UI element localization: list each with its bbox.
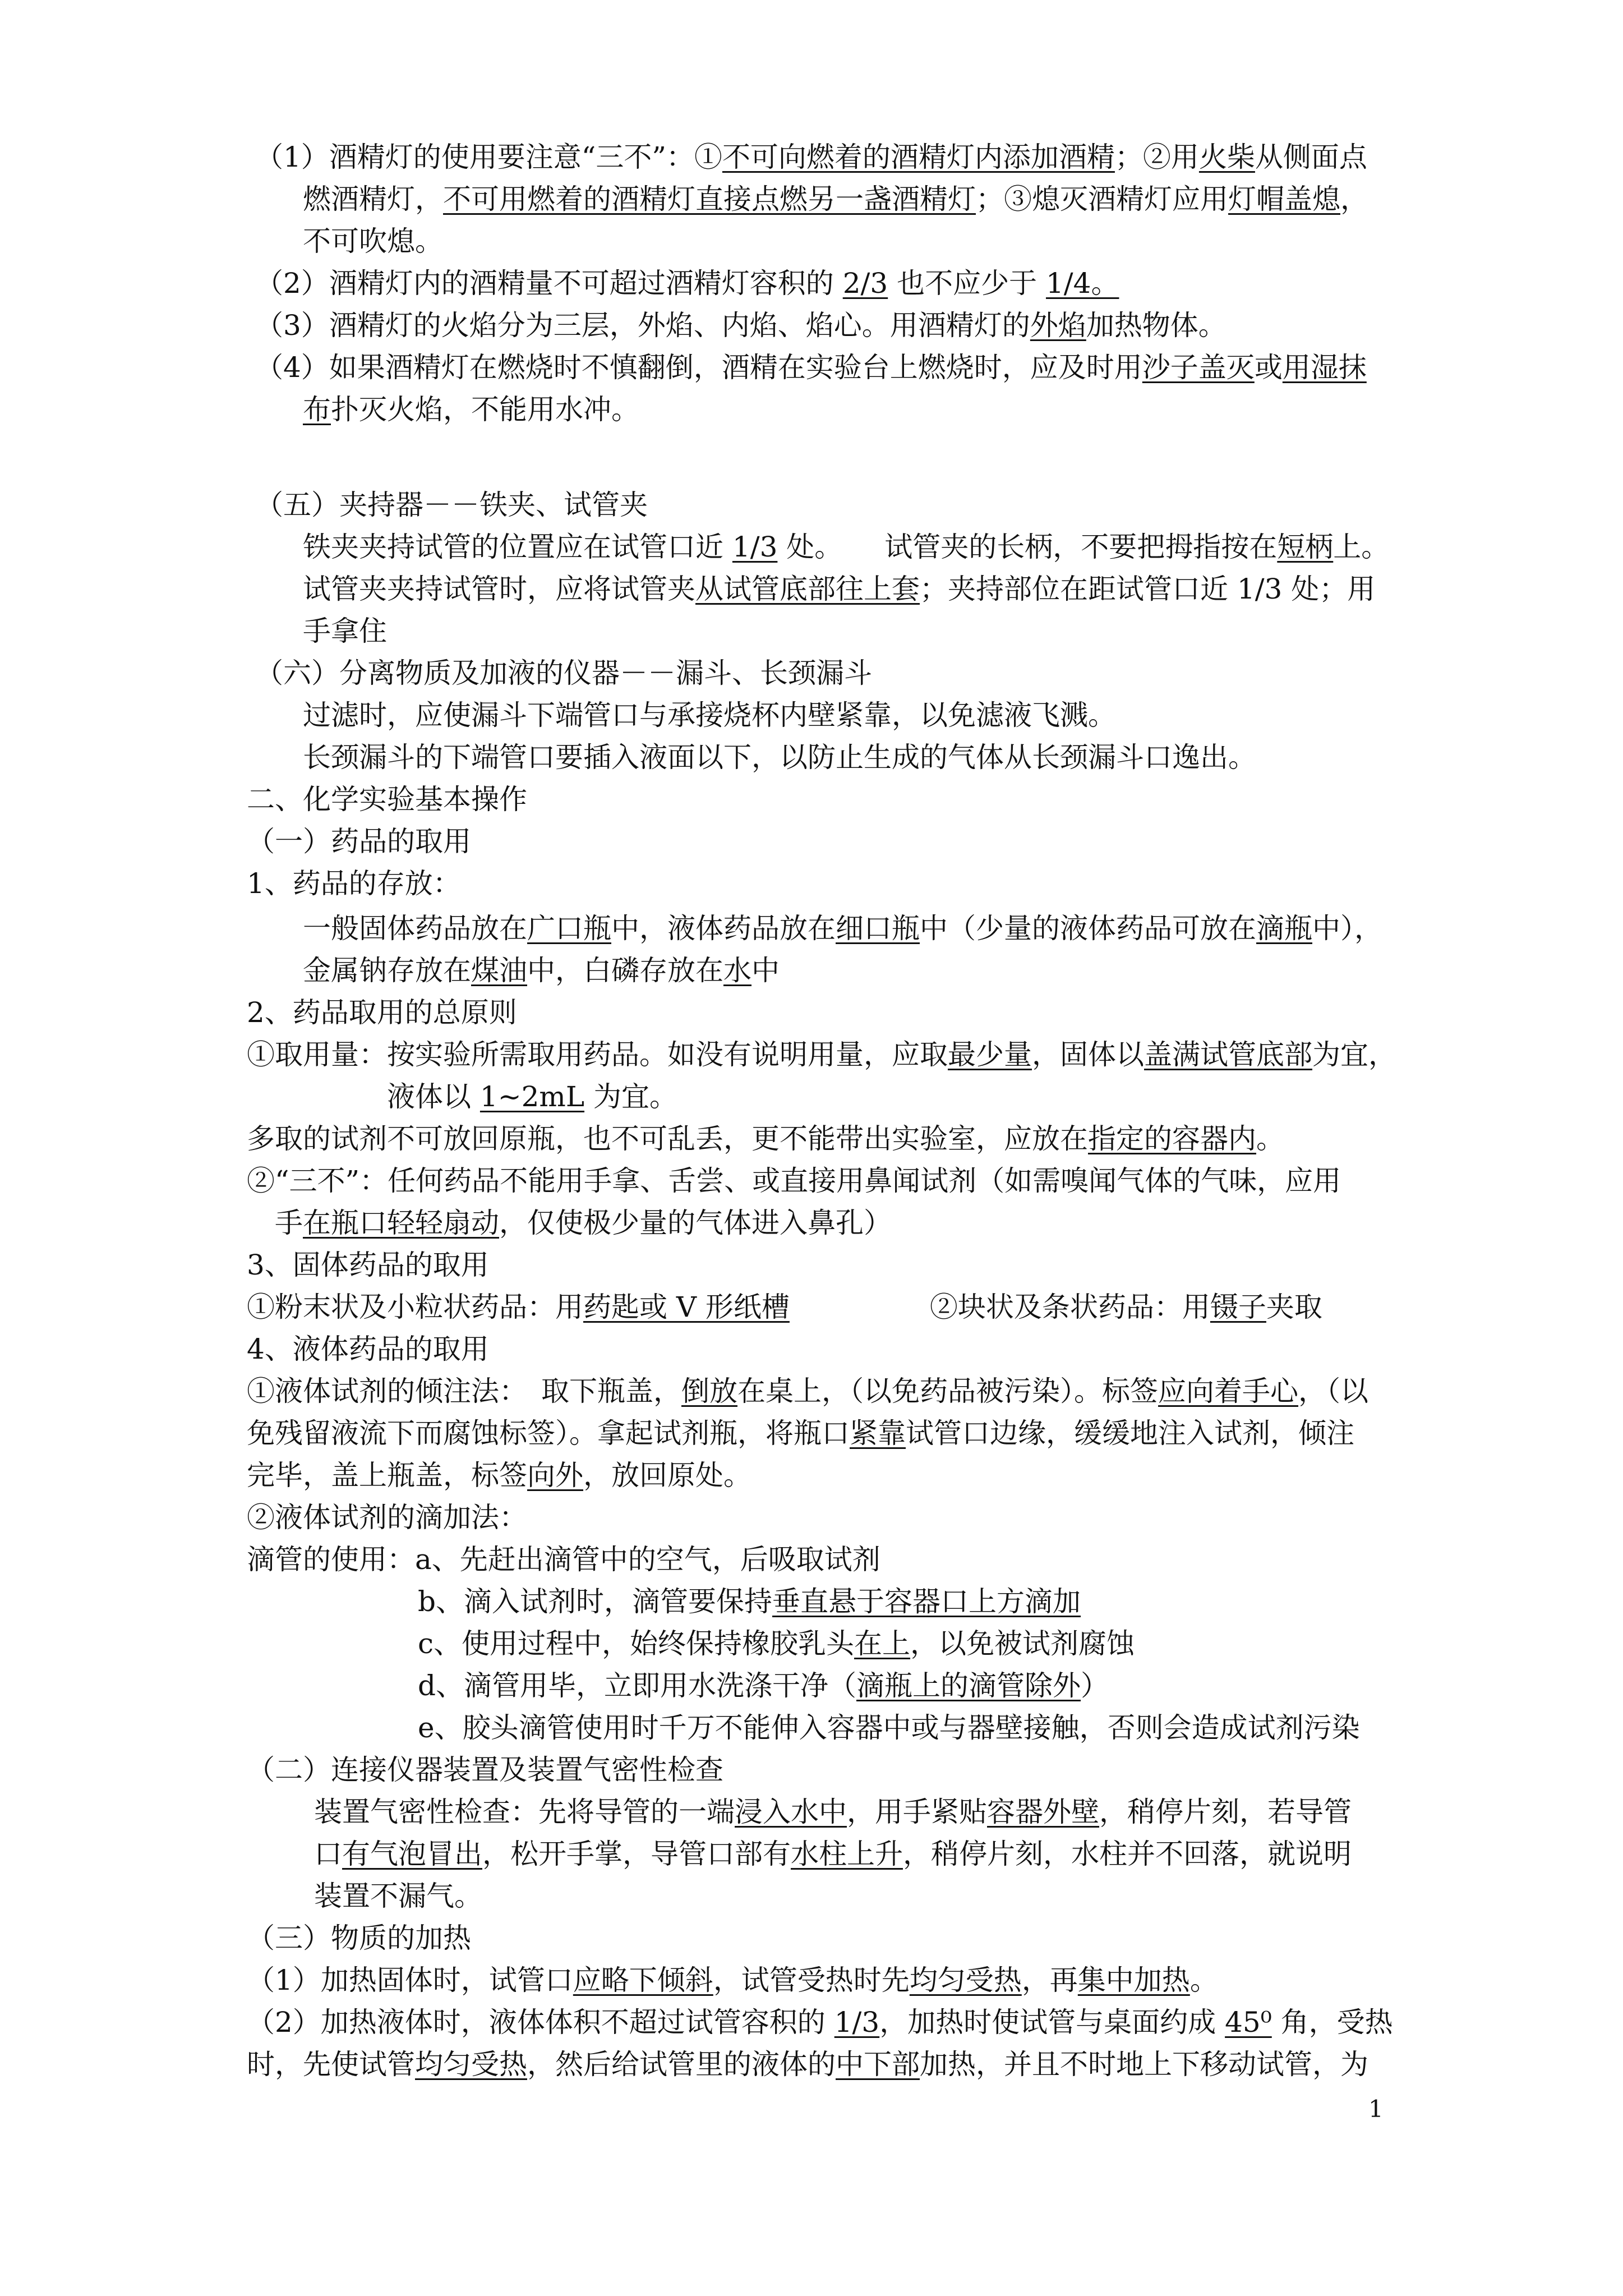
text-segment: 中，白磷存放在 <box>527 954 723 987</box>
text-segment: 金属钠存放在 <box>303 954 471 987</box>
underlined-text: 沙子盖灭 <box>1142 351 1255 384</box>
text-segment: ，固体以 <box>1032 1038 1144 1071</box>
underlined-text: 灯帽盖熄 <box>1228 183 1340 215</box>
text-segment: 装置气密性检查：先将导管的一端 <box>314 1796 735 1828</box>
text-segment: ，用手紧贴 <box>847 1796 987 1828</box>
text-line <box>418 1627 1135 1660</box>
text-segment: c、使用过程中，始终保持橡胶乳头 <box>418 1627 855 1660</box>
underlined-text: 浸入水中 <box>735 1796 847 1828</box>
underlined-text: 药匙或 V 形纸槽 <box>583 1291 790 1323</box>
text-segment: 角，受热 <box>1271 2006 1393 2039</box>
underlined-text: 1/4。 <box>1045 267 1119 300</box>
text-segment: 。 <box>1256 1122 1284 1155</box>
text-line <box>247 996 517 1029</box>
text-segment: 一般固体药品放在 <box>303 912 527 945</box>
text-segment: 中）， <box>1312 912 1382 945</box>
text-line <box>303 912 1382 945</box>
page-number: 1 <box>1368 2095 1384 2123</box>
text-line <box>255 140 1367 174</box>
text-segment: （二）连接仪器装置及装置气密性检查 <box>247 1754 723 1786</box>
text-segment: 试管夹夹持试管时，应将试管夹 <box>303 573 695 605</box>
text-line <box>418 1669 1109 1703</box>
text-line <box>247 867 461 900</box>
text-line <box>303 224 443 258</box>
text-segment: 为宜， <box>1312 1038 1396 1071</box>
text-segment: 上。 <box>1333 531 1390 563</box>
underlined-text: 不可向燃着的酒精灯内添加酒精 <box>722 141 1115 173</box>
text-line <box>247 1501 527 1534</box>
text-line <box>247 1416 1354 1450</box>
text-segment: （五）夹持器－－铁夹、试管夹 <box>255 489 648 521</box>
text-segment: ，再 <box>1021 1964 1078 1996</box>
underlined-text: 从试管底部往上套 <box>695 573 920 605</box>
underlined-text: 中下部 <box>836 2048 920 2081</box>
text-segment: d、滴管用毕，立即用水洗涤干净（ <box>418 1669 857 1702</box>
text-line <box>247 1248 489 1282</box>
text-segment: 多取的试剂不可放回原瓶，也不可乱丢，更不能带出实验室，应放在 <box>247 1122 1088 1155</box>
text-segment: 免残留液流下而腐蚀标签）。拿起试剂瓶，将瓶口 <box>247 1417 850 1450</box>
text-segment: 或 <box>1254 351 1283 384</box>
text-line <box>247 2047 1368 2081</box>
text-line <box>247 2005 1393 2039</box>
text-segment: 中，液体药品放在 <box>611 912 836 945</box>
text-segment: ，加热时使试管与桌面约成 <box>879 2006 1225 2039</box>
text-segment: ②液体试剂的滴加法： <box>247 1501 527 1534</box>
text-segment: 加热，并且不时地上下移动试管，为 <box>920 2048 1368 2081</box>
text-segment: 装置不漏气。 <box>314 1880 482 1912</box>
text-segment: 夹取 <box>1266 1291 1322 1323</box>
text-line <box>247 1038 1396 1071</box>
text-segment: ，放回原处。 <box>583 1459 751 1492</box>
text-line <box>303 954 780 987</box>
text-line <box>247 825 471 858</box>
underlined-text: 煤油 <box>471 954 527 987</box>
underlined-text: 45⁰ <box>1225 2006 1272 2039</box>
underlined-text: 在瓶口轻轻扇动 <box>303 1207 499 1239</box>
underlined-text: 不可用燃着的酒精灯直接点燃另一盏酒精灯 <box>443 183 976 215</box>
underlined-text: 水 <box>723 954 751 987</box>
text-segment: 铁夹夹持试管的位置应在试管口近 <box>303 531 732 563</box>
text-line <box>247 1164 1341 1198</box>
text-segment: ②“三不”：任何药品不能用手拿、舌尝、或直接用鼻闻试剂（如需嗅闻气体的气味，应用 <box>247 1165 1341 1197</box>
text-segment: ，以免被试剂腐蚀 <box>910 1627 1135 1660</box>
text-segment: ②块状及条状药品：用 <box>789 1291 1210 1323</box>
text-segment: 中（少量的液体药品可放在 <box>920 912 1256 945</box>
underlined-text: 向外 <box>527 1459 583 1492</box>
text-segment: 扑灭火焰，不能用水冲。 <box>331 393 639 426</box>
text-line <box>314 1795 1352 1829</box>
underlined-text: 集中加热 <box>1077 1964 1190 1996</box>
underlined-text: 用湿抹 <box>1282 351 1367 384</box>
text-segment: ①液体试剂的倾注法： 取下瓶盖， <box>247 1375 681 1407</box>
text-line <box>303 740 1256 774</box>
text-segment: 不可吹熄。 <box>303 225 443 257</box>
text-line <box>255 488 648 522</box>
text-segment: 从侧面点 <box>1255 141 1367 173</box>
text-segment: ，松开手掌，导管口部有 <box>482 1838 791 1870</box>
underlined-text: 垂直悬于容器口上方滴加 <box>772 1585 1081 1618</box>
text-line <box>303 530 1389 564</box>
text-segment: （1）加热固体时，试管口 <box>247 1964 573 1996</box>
text-line <box>303 393 639 426</box>
text-line <box>247 1374 1368 1408</box>
underlined-text: 火柴 <box>1198 141 1255 173</box>
text-line <box>247 1921 471 1955</box>
text-segment: ，稍停片刻，若导管 <box>1099 1796 1352 1828</box>
text-segment: ， <box>1340 183 1368 215</box>
text-line <box>303 182 1368 216</box>
text-segment: （六）分离物质及加液的仪器－－漏斗、长颈漏斗 <box>255 657 872 689</box>
text-line <box>247 1963 1218 1997</box>
text-segment: （3）酒精灯的火焰分为三层，外焰、内焰、焰心。用酒精灯的 <box>255 309 1030 342</box>
text-segment: （4）如果酒精灯在燃烧时不慎翻倒，酒精在实验台上燃烧时，应及时用 <box>255 351 1142 384</box>
underlined-text: 最少量 <box>948 1038 1032 1071</box>
text-line <box>255 351 1367 384</box>
text-segment: （一）药品的取用 <box>247 825 471 858</box>
text-line <box>387 1080 677 1114</box>
text-segment: 中 <box>751 954 780 987</box>
text-segment: （1）酒精灯的使用要注意“三不”：① <box>255 141 722 173</box>
underlined-text: 均匀受热 <box>909 1964 1022 1996</box>
text-segment: 1、药品的存放： <box>247 867 461 900</box>
text-segment: 手拿住 <box>303 615 387 647</box>
text-segment: 长颈漏斗的下端管口要插入液面以下，以防止生成的气体从长颈漏斗口逸出。 <box>303 741 1256 774</box>
underlined-text: 广口瓶 <box>527 912 611 945</box>
underlined-text: 1~2mL <box>479 1080 585 1113</box>
underlined-text: 容器外壁 <box>987 1796 1099 1828</box>
text-segment: （三）物质的加热 <box>247 1922 471 1954</box>
text-segment: 完毕，盖上瓶盖，标签 <box>247 1459 527 1492</box>
text-line <box>255 266 1119 300</box>
text-segment: 时，先使试管 <box>247 2048 415 2081</box>
text-line <box>247 1543 880 1576</box>
text-segment: ；②用 <box>1114 141 1199 173</box>
text-segment: ①取用量：按实验所需取用药品。如没有说明用量，应取 <box>247 1038 948 1071</box>
text-segment: ，稍停片刻，水柱并不回落，就说明 <box>903 1838 1352 1870</box>
text-segment: 2、药品取用的总原则 <box>247 996 517 1029</box>
text-segment: ；夹持部位在距试管口近 1/3 处；用 <box>920 573 1376 605</box>
text-line <box>247 1332 489 1366</box>
text-line <box>314 1879 482 1913</box>
text-line <box>303 614 387 648</box>
text-segment: 过滤时，应使漏斗下端管口与承接烧杯内壁紧靠，以免滤液飞溅。 <box>303 699 1116 731</box>
text-segment: ，然后给试管里的液体的 <box>527 2048 836 2081</box>
underlined-text: 1/3 <box>732 531 778 563</box>
text-line <box>247 1122 1284 1156</box>
text-line <box>314 1837 1352 1871</box>
text-segment: 口 <box>314 1838 342 1870</box>
text-line <box>255 656 872 690</box>
underlined-text: 应向着手心 <box>1158 1375 1298 1407</box>
underlined-text: 在上 <box>854 1627 911 1660</box>
text-segment: 也不应少于 <box>888 267 1046 300</box>
underlined-text: 滴瓶 <box>1256 912 1312 945</box>
underlined-text: 均匀受热 <box>415 2048 527 2081</box>
text-segment: 为宜。 <box>584 1080 677 1113</box>
text-segment: 试管口边缘，缓缓地注入试剂，倾注 <box>906 1417 1354 1450</box>
underlined-text: 镊子 <box>1210 1291 1266 1323</box>
text-segment: 4、液体药品的取用 <box>247 1333 489 1365</box>
underlined-text: 外焰 <box>1030 309 1086 342</box>
text-segment: （2）酒精灯内的酒精量不可超过酒精灯容积的 <box>255 267 843 300</box>
underlined-text: 有气泡冒出 <box>342 1838 482 1870</box>
text-segment: ，仅使极少量的气体进入鼻孔） <box>499 1207 892 1239</box>
underlined-text: 滴瓶上的滴管除外 <box>856 1669 1081 1702</box>
text-segment: ，（以 <box>1298 1375 1368 1407</box>
text-segment: 加热物体。 <box>1086 309 1227 342</box>
text-segment: 处。 试管夹的长柄，不要把拇指按在 <box>777 531 1278 563</box>
underlined-text: 细口瓶 <box>836 912 920 945</box>
underlined-text: 紧靠 <box>850 1417 906 1450</box>
text-segment: ，试管受热时先 <box>713 1964 910 1996</box>
text-line <box>275 1206 892 1240</box>
underlined-text: 应略下倾斜 <box>573 1964 713 1996</box>
text-line <box>303 698 1116 732</box>
text-line <box>247 1753 723 1787</box>
text-line <box>418 1711 1360 1745</box>
text-segment: ①粉末状及小粒状药品：用 <box>247 1291 583 1323</box>
underlined-text: 1/3 <box>834 2006 880 2039</box>
underlined-text: 指定的容器内 <box>1088 1122 1256 1155</box>
text-segment: 3、固体药品的取用 <box>247 1249 489 1281</box>
text-segment: （2）加热液体时，液体体积不超过试管容积的 <box>247 2006 834 2039</box>
text-line <box>255 309 1227 342</box>
text-segment: 手 <box>275 1207 303 1239</box>
text-line <box>418 1585 1081 1618</box>
text-line <box>247 783 527 816</box>
text-segment: ；③熄灭酒精灯应用 <box>976 183 1228 215</box>
text-segment: e、胶头滴管使用时千万不能伸入容器中或与器壁接触，否则会造成试剂污染 <box>418 1711 1360 1744</box>
text-segment: 。 <box>1189 1964 1218 1996</box>
text-segment: b、滴入试剂时，滴管要保持 <box>418 1585 773 1618</box>
underlined-text: 倒放 <box>681 1375 737 1407</box>
text-segment: 液体以 <box>387 1080 480 1113</box>
text-line <box>247 1290 1322 1324</box>
underlined-text: 短柄 <box>1277 531 1334 563</box>
underlined-text: 盖满试管底部 <box>1144 1038 1312 1071</box>
text-segment: 滴管的使用：a、先赶出滴管中的空气，后吸取试剂 <box>247 1543 880 1576</box>
text-segment: 二、化学实验基本操作 <box>247 783 527 816</box>
text-line <box>247 1458 751 1492</box>
underlined-text: 2/3 <box>842 267 888 300</box>
underlined-text: 水柱上升 <box>791 1838 903 1870</box>
text-segment: ） <box>1081 1669 1109 1702</box>
text-segment: 在桌上，（以免药品被污染）。标签 <box>737 1375 1158 1407</box>
text-segment: 燃酒精灯， <box>303 183 443 215</box>
text-line <box>303 572 1375 606</box>
underlined-text: 布 <box>303 393 331 426</box>
